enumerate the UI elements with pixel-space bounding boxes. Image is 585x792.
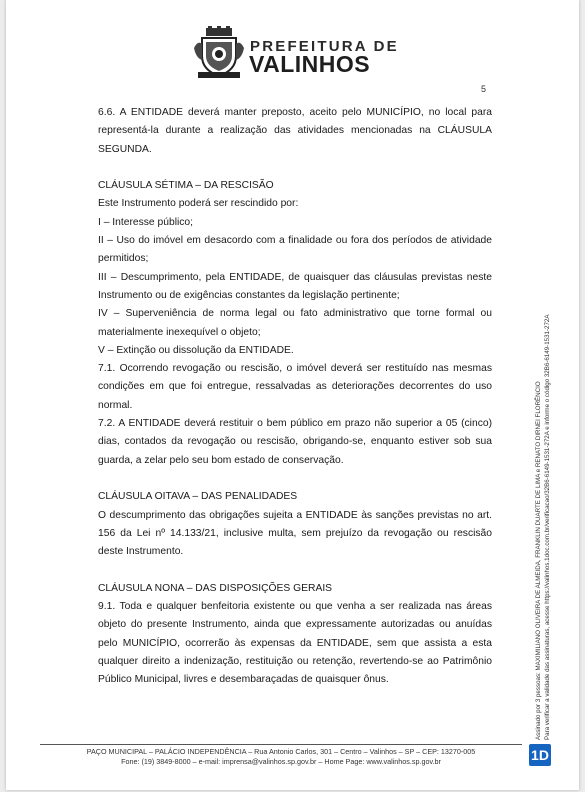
letterhead [192,26,399,82]
paragraph-spacer [98,470,492,488]
paragraph: 7.2. A ENTIDADE deverá restituir o bem público em prazo não superior a 05 (cinco) dias, contados da revogação ou rescisão, obrigando-se, enquanto estiver sob sua guarda, a zelar pelo seu bom estado de conservação. [98,418,492,466]
paragraph: III – Descumprimento, pela ENTIDADE, de quaisquer das cláusulas previstas neste Instrumento ou de exigências constantes da legislação pertinente; [98,271,492,301]
paragraph: O descumprimento das obrigações sujeita a ENTIDADE às sanções previstas no art. 156 da Lei nº 14.133/21, inclusive multa, sem prejuízo da revogação ou rescisão deste Instrumento. [98,509,492,558]
municipal-crest-icon [192,26,246,80]
footer-divider [40,744,522,745]
footer [40,747,522,767]
paragraph: IV – Superveniência de norma legal ou fato administrativo que torne formal ou materialmente inexequível o objeto; [98,308,492,338]
page-number: 5 [481,84,487,94]
brand-top-text: PREFEITURA DE [250,38,399,55]
paragraph: 6.6. A ENTIDADE deverá manter preposto, aceito pelo MUNICÍPIO, no local para representá-la durante a realização das atividades mencionadas na CLÁUSULA SEGUNDA. [98,107,492,155]
footer-contact: Fone: (19) 3849-8000 – e-mail: imprensa@valinhos.sp.gov.br – Home Page: www.valinhos.sp.gov.br [121,757,441,766]
signature-verification [528,250,558,740]
1doc-logo-badge[interactable]: 1D [529,744,551,766]
brand-main-text: VALINHOS [249,51,371,77]
paragraph-spacer [98,159,492,177]
paragraph: II – Uso do imóvel em desacordo com a finalidade ou fora dos períodos de atividade permitidos; [98,235,492,265]
footer-address: PAÇO MUNICIPAL – PALÁCIO INDEPENDÊNCIA – Rua Antonio Carlos, 301 – Centro – Valinhos – SP – CEP: 13270-005 [86,747,476,756]
signers-text: Assinado por 3 pessoas: MAXIMILIANO OLIVEIRA DE ALMEIDA, FRANKLIN DUARTE DE LIMA e RENATO DIRNEI FLORÊNCIO [535,381,542,740]
paragraph: 7.1. Ocorrendo revogação ou rescisão, o imóvel deverá ser restituído nas mesmas condições em que foi entregue, ressalvadas as deteriorações decorrentes do uso normal. [98,363,492,411]
document-page [6,0,579,790]
verification-text: Para verificar a validade das assinaturas, acesse https://valinhos.1doc.com.br/verificacao/32B6-6149-1531-272A e informe o código 32B6-6149-1531-272A [544,314,551,740]
paragraph: 9.1. Toda e qualquer benfeitoria existente ou que venha a ser realizada nas áreas objeto do presente Instrumento, ainda que expressamente autorizadas ou anuídas pelo MUNICÍPIO, ocorrerão às expensas da ENTIDADE, sem que assista a esta qualquer direito a indenização, restituição ou retenção, revertendo-se ao Patrimônio Público Municipal, livres e desembaraçadas de quaisquer ônus. [98,601,492,686]
paragraph: I – Interesse público; [98,216,194,228]
paragraph: Este Instrumento poderá ser rescindido por: [98,198,299,210]
paragraph: V – Extinção ou dissolução da ENTIDADE. [98,344,294,356]
paragraph: CLÁUSULA NONA – DAS DISPOSIÇÕES GERAIS [98,582,333,594]
paragraph-spacer [98,561,492,579]
paragraph: CLÁUSULA OITAVA – DAS PENALIDADES [98,491,298,503]
document-body [98,104,492,690]
paragraph: CLÁUSULA SÉTIMA – DA RESCISÃO [98,180,274,192]
